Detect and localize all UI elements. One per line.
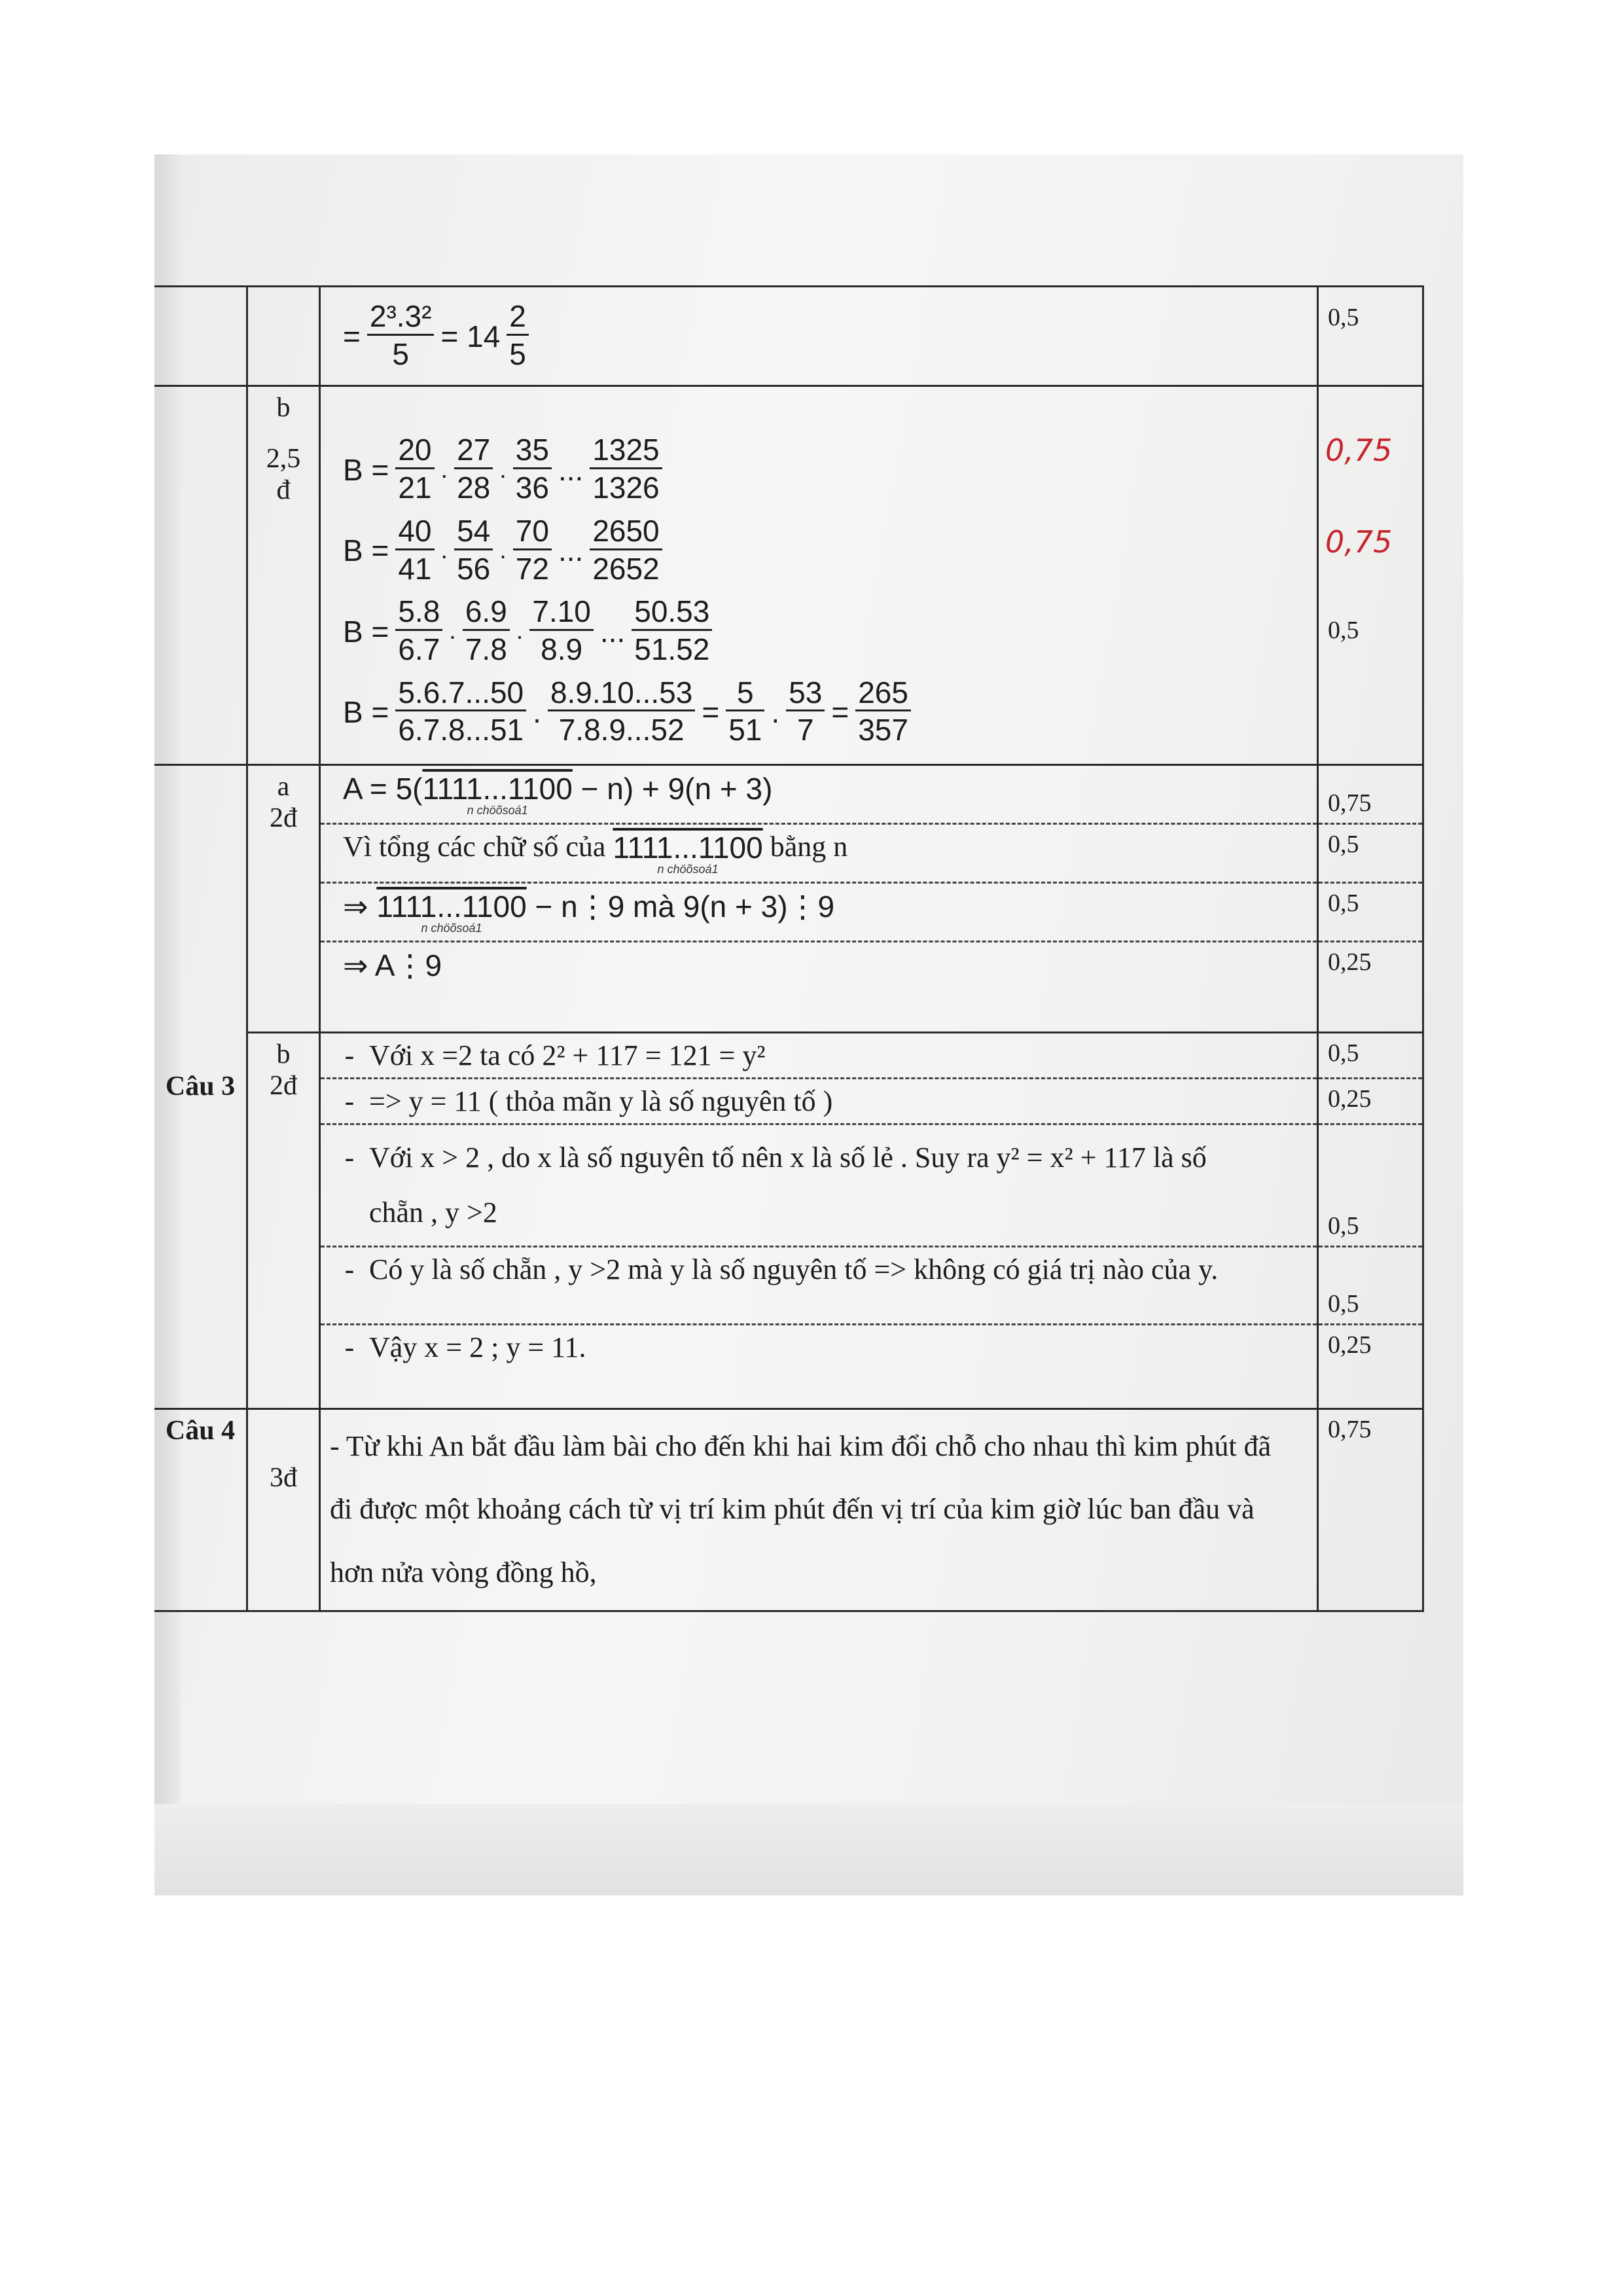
table-row xyxy=(154,287,1423,386)
question-label: Câu 4 xyxy=(154,1408,247,1611)
table-row: ⇒ 1111...1100 n chöõsoá1 − n⋮9 mà 9(n + 3)⋮9 0,5 xyxy=(154,883,1423,942)
score-cell: 0,25 xyxy=(1318,1079,1423,1124)
b-line: B = $\frac{5.8}{6.7}$ . $\frac{6.9}{7.8}$ . $\frac{7.10}{8.9}$ ... $\frac{50.53}{51.52}$ xyxy=(343,594,1308,668)
score-cell: 0,75 xyxy=(1318,765,1423,824)
score-cell: 0,25 xyxy=(1318,942,1423,1033)
part-b3-label: b 2đ xyxy=(247,1033,320,1408)
table-row: Câu 3 a 2đ A = 5(1111...1100 n chöõsoá1 − n) + 9(n + 3) 0,75 xyxy=(154,765,1423,824)
score-cell: 0,5 xyxy=(1318,287,1423,386)
row1-content: = $\frac{\text{2³.3²}}{5}$ = 14 $\frac{2}{5}$ xyxy=(320,287,1318,386)
photo-background xyxy=(154,154,1463,1895)
score-cell: 0,5 xyxy=(1318,1033,1423,1079)
table-row xyxy=(154,386,1423,765)
score-cell: 0,5 xyxy=(1318,1124,1423,1246)
table-row: Câu 4 3đ - Từ khi An bắt đầu làm bài cho đến khi hai kim đổi chỗ cho nhau thì kim phút đã đi được một khoảng cách từ vị trí kim phút đến vị trí của kim giờ lúc ban đầu và hơn nửa vòng đồng hồ, 0,75 xyxy=(154,1408,1423,1611)
table-row: Vì tổng các chữ số của 1111...1100 n chöõsoá1 bằng n 0,5 xyxy=(154,824,1423,883)
table-row: - => y = 11 ( thỏa mãn y là số nguyên tố ) 0,25 xyxy=(154,1079,1423,1124)
score-cell: 0,25 xyxy=(1318,1324,1423,1408)
table-row: - Với x > 2 , do x là số nguyên tố nên x là số lẻ . Suy ra y² = x² + 117 là số chẵn , y >2 0,5 xyxy=(154,1124,1423,1246)
score-cell: 0,5 xyxy=(1318,883,1423,942)
score-cell: 0,75 0,75 0,5 xyxy=(1318,386,1423,765)
table-row: - Vậy x = 2 ; y = 11. 0,25 xyxy=(154,1324,1423,1408)
shadow-bottom xyxy=(154,1804,1463,1895)
score-cell: 0,5 xyxy=(1318,1246,1423,1324)
answer-table xyxy=(154,285,1424,1612)
part-b-label: b 2,5 đ xyxy=(247,386,320,765)
part-label: 3đ xyxy=(247,1408,320,1611)
b-line: B = $\frac{40}{41}$ . $\frac{54}{56}$ . $\frac{70}{72}$ ... $\frac{2650}{2652}$ xyxy=(343,514,1308,588)
table-row: b 2đ - Với x =2 ta có 2² + 117 = 121 = y² 0,5 xyxy=(154,1033,1423,1079)
score-cell: 0,5 xyxy=(1318,824,1423,883)
table-row: - Có y là số chẵn , y >2 mà y là số nguyên tố => không có giá trị nào của y. 0,5 xyxy=(154,1246,1423,1324)
score-cell: 0,75 xyxy=(1318,1408,1423,1611)
question-label: Câu 3 xyxy=(154,765,247,1408)
table-row: ⇒ A⋮9 0,25 xyxy=(154,942,1423,1033)
part-b-content xyxy=(320,386,1318,765)
handwritten-score: 0,75 xyxy=(1325,524,1393,560)
b-line: B = $\frac{20}{21}$ . $\frac{27}{28}$ . $\frac{35}{36}$ ... $\frac{1325}{1326}$ xyxy=(343,433,1308,507)
handwritten-score: 0,75 xyxy=(1325,433,1393,469)
b-final-line: B = $\frac{5.6.7...50}{6.7.8...51}$ . $\frac{8.9.10...53}{7.8.9...52}$ = $\frac{5}{51}$ . $\frac{53}{7}$ = $\frac{265}{357}$ xyxy=(343,675,1308,749)
part-a-label: a 2đ xyxy=(247,765,320,1033)
